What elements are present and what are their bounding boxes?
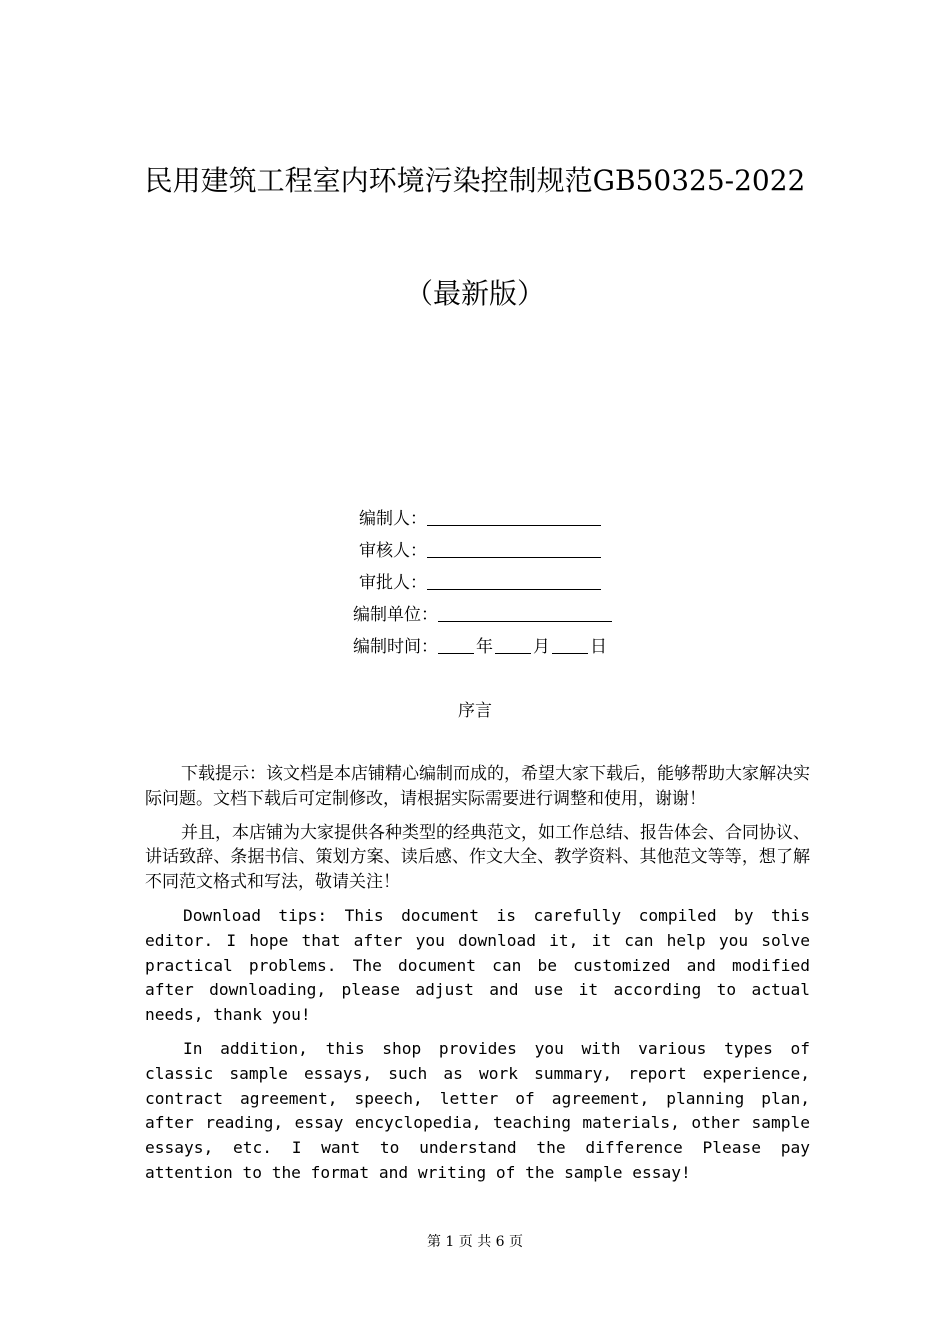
document-title: 民用建筑工程室内环境污染控制规范GB50325-2022 (144, 164, 806, 197)
preface-paragraph-1: 下载提示：该文档是本店铺精心编制而成的，希望大家下载后，能够帮助大家解决实际问题。文档下载后可定制修改，请根据实际需要进行调整和使用，谢谢！ (145, 764, 810, 809)
unit-row (300, 599, 700, 631)
preface-body (145, 762, 810, 1195)
approver-blank[interactable] (427, 571, 601, 590)
year-unit: 年 (476, 637, 493, 657)
compiler-blank[interactable] (427, 507, 601, 526)
preface-paragraph-2: 并且，本店铺为大家提供各种类型的经典范文，如工作总结、报告体会、合同协议、讲话致辞、条据书信、策划方案、读后感、作文大全、教学资料、其他范文等等，想了解不同范文格式和写法，敬请关注！ (145, 822, 810, 893)
year-blank[interactable] (438, 635, 474, 654)
compiler-row (300, 503, 700, 535)
document-subtitle: （最新版） (404, 277, 545, 310)
page-number-footer: 第 1 页 共 6 页 (426, 1234, 524, 1250)
compiler-label: 编制人： (359, 509, 427, 529)
preface-paragraph-4: In addition, this shop provides you with various types of classic sample essays, such as work summary, report experience, contract agreement, speech, letter of agreement, planning plan, after reading, essay encyclopedia, teaching materials, other sample essays, etc. I want to understand the difference Please pay attention to the format and writing of the sample essay! (145, 1038, 810, 1182)
reviewer-label: 审核人： (359, 541, 427, 561)
preface-heading: 序言 (458, 701, 492, 721)
reviewer-row (300, 535, 700, 567)
approver-label: 审批人： (359, 573, 427, 593)
signature-form (300, 503, 700, 663)
reviewer-blank[interactable] (427, 539, 601, 558)
time-row (300, 631, 700, 663)
unit-blank[interactable] (438, 603, 612, 622)
day-blank[interactable] (552, 635, 588, 654)
month-blank[interactable] (495, 635, 531, 654)
month-unit: 月 (533, 637, 550, 657)
approver-row (300, 567, 700, 599)
time-label: 编制时间： (353, 637, 438, 657)
preface-paragraph-3: Download tips: This document is carefully compiled by this editor. I hope that after you download it, it can help you solve practical problems. The document can be customized and modified after downloading, please adjust and use it according to actual needs, thank you! (145, 905, 810, 1025)
day-unit: 日 (590, 637, 607, 657)
unit-label: 编制单位： (353, 605, 438, 625)
